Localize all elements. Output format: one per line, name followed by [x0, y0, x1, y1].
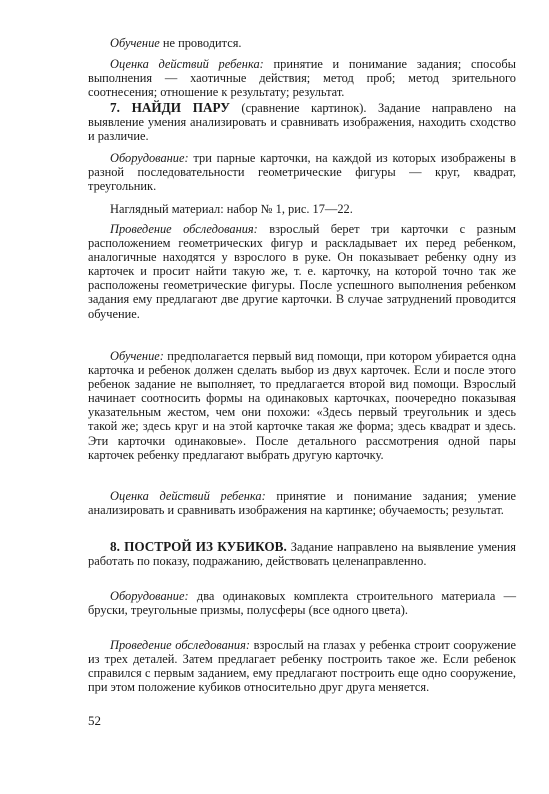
para-body: принятие и понимание задания; умение анализировать и сравнивать изображения на картинке; обучаемость; результат. — [88, 489, 516, 518]
para-body: предполагается первый вид помощи, при котором убирается одна карточка и ребенок должен сделать выбор из двух карточек. Если и после этого ребенок задание не выполняет, то предлагается второй вид помощи. Взрослый начинает соотносить формы на одинаковых карточках, поочередно показывая указательным жестом, чем они похожи: «Здесь первый треугольник и здесь такой же; здесь круг и на этой карточке такая же форма; здесь квадрат и здесь. Эти карточки одинаковые». После детального рассмотрения одной пары карточек ребенку предлагают выбрать другую карточку. — [88, 349, 516, 462]
para-equipment-8 — [88, 589, 516, 617]
para-assessment-7 — [88, 489, 516, 517]
para-lead: Проведение обследования: — [110, 222, 258, 236]
para-lead: Оборудование: — [110, 151, 189, 165]
section-8-heading — [88, 540, 516, 568]
section-title: 8. ПОСТРОЙ ИЗ КУБИКОВ. — [110, 539, 287, 554]
para-body: (сравнение картинок). Задание направлено на выявление умения анализировать и сравнивать изображения, находить сходство и различие. — [88, 101, 516, 144]
para-body: не проводится. — [159, 36, 242, 50]
para-lead: Проведение обследования: — [110, 638, 250, 652]
para-body: Задание направлено на выявление умения работать по показу, подражанию, действовать целенаправленно. — [88, 540, 516, 569]
para-lead: Обучение: — [110, 349, 164, 363]
para-body: взрослый берет три карточки с разным расположением геометрических фигур и раскладывает их перед ребенком, аналогичные находятся у взрослого в руке. Он показывает ребенку одну из карточек и просит найти такую же, т. е. карточку, на которой точно так же расположены геометрические фигуры. После успешного выполнения ребенком задания ему предлагают две другие карточки. В случае затруднений проводится обучение. — [88, 222, 516, 321]
para-lead: Оценка действий ребенка: — [110, 489, 266, 503]
para-equipment-7 — [88, 151, 516, 193]
para-procedure-7 — [88, 222, 516, 321]
para-lead: Оборудование: — [110, 589, 189, 603]
para-lead: Обучение — [110, 36, 160, 50]
section-7-heading — [88, 101, 516, 143]
para-visual-material — [88, 202, 516, 216]
para-body: взрослый на глазах у ребенка строит сооружение из трех деталей. Затем предлагает ребенку построить такое же. Если ребенок справился с первым заданием, ему предлагают построить еще одно сооружение, при этом положение кубиков относительно друг друга меняется. — [88, 638, 517, 695]
para-procedure-8 — [88, 638, 516, 694]
para-assessment-1 — [88, 57, 516, 99]
para-body: три парные карточки, на каждой из которых изображены в разной последовательности геометрические фигуры — круг, квадрат, треугольник. — [88, 151, 516, 194]
para-body: два одинаковых комплекта строительного материала — бруски, треугольные призмы, полусферы (все одного цвета). — [88, 589, 516, 618]
para-training-7 — [88, 349, 516, 462]
page-number: 52 — [88, 713, 101, 728]
para-body: принятие и понимание задания; способы выполнения — хаотичные действия; метод проб; метод зрительного соотнесения; отношение к результату; результат. — [88, 57, 517, 100]
para-lead: Оценка действий ребенка: — [110, 57, 264, 71]
para-body: Наглядный материал: набор № 1, рис. 17—22. — [110, 202, 353, 216]
section-title: 7. НАЙДИ ПАРУ — [110, 100, 230, 115]
para-training-none — [88, 36, 516, 50]
